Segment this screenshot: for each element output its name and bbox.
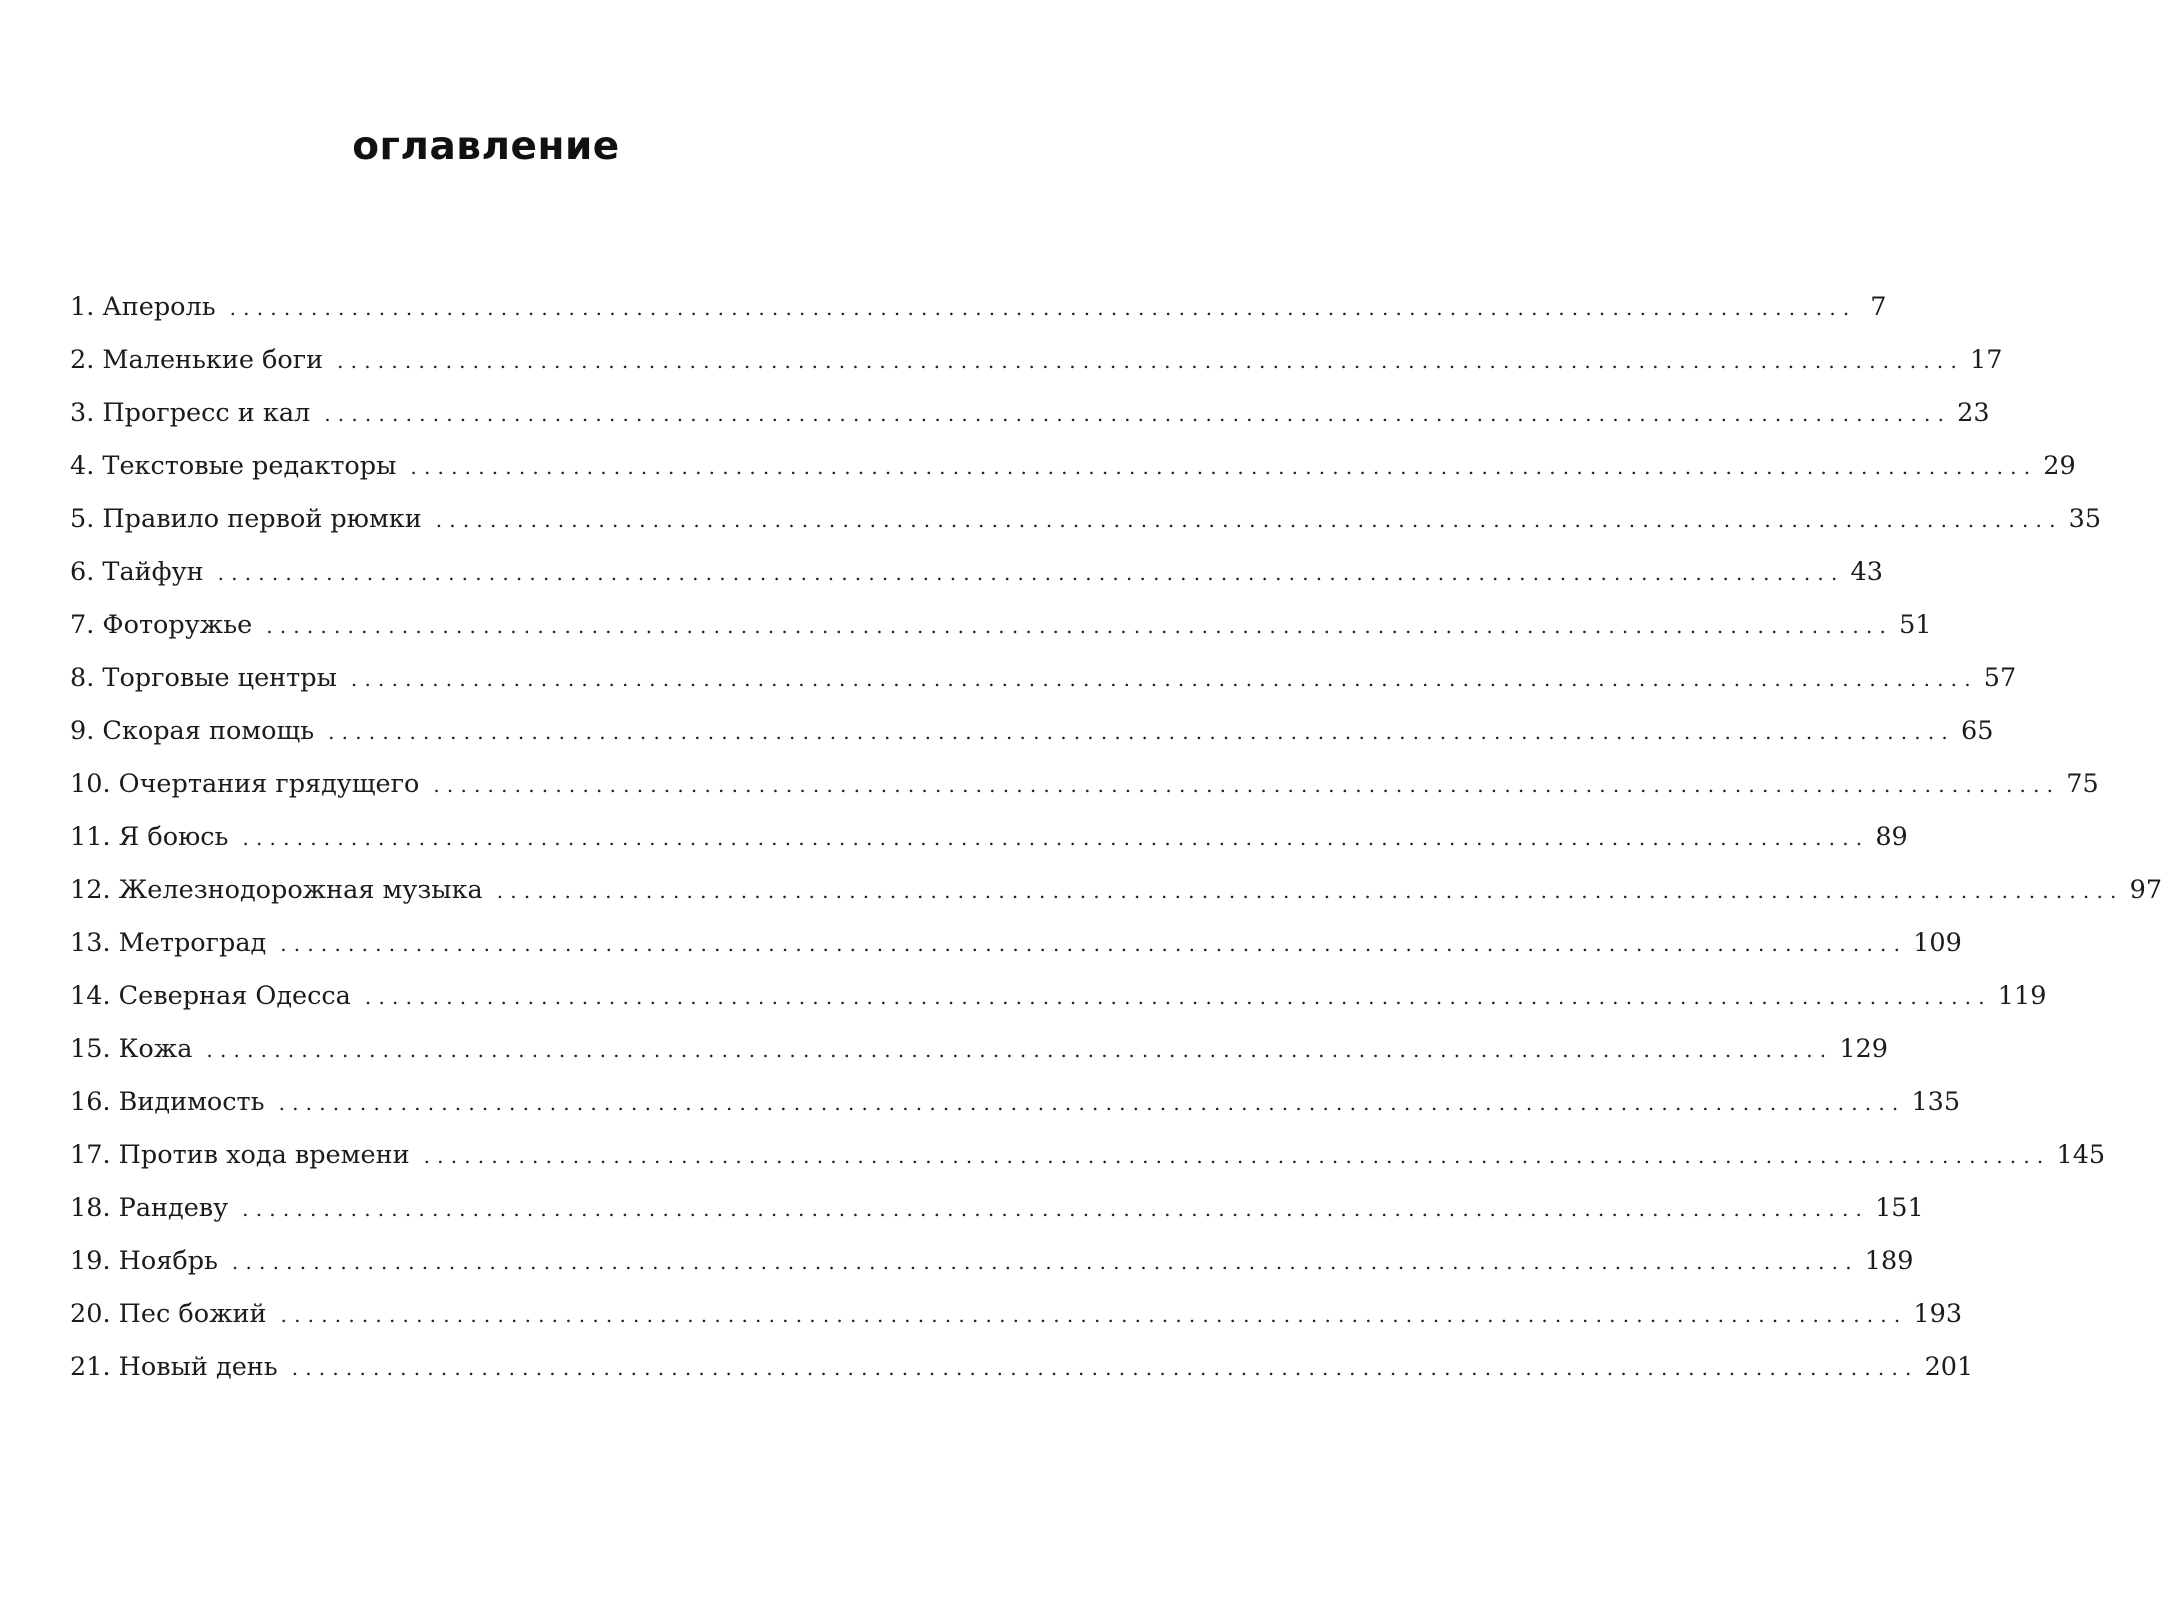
toc-entry-page-number: 51 [1899,610,1932,640]
toc-entry-page-number: 29 [2043,451,2076,481]
toc-entry-page-number: 43 [1850,557,1883,587]
toc-entry [70,875,2162,928]
toc-entry-page-number: 17 [1970,345,2003,375]
toc-dot-leader: ........................................................................................................................ [291,1356,1919,1380]
toc-entry-title: 6. Тайфун [70,557,204,587]
toc-entry-title: 10. Очертания грядущего [70,769,420,799]
toc-dot-leader: ........................................................................................................................ [217,561,1845,585]
toc-entry-page-number: 145 [2056,1140,2106,1170]
toc-entry [70,1352,1974,1405]
toc-entry-title: 16. Видимость [70,1087,265,1117]
toc-entry-page-number: 119 [1997,981,2047,1011]
toc-dot-leader: ........................................................................................................................ [433,773,2061,797]
toc-dot-leader: ........................................................................................................................ [328,720,1955,744]
toc-entry-page-number: 109 [1913,928,1962,958]
toc-entry-page-number: 75 [2066,769,2099,799]
toc-dot-leader: ........................................................................................................................ [337,349,1964,373]
toc-entry [70,1299,1963,1352]
toc-entry-page-number: 193 [1913,1299,1963,1329]
toc-entry [70,557,1883,610]
toc-entry-page-number: 151 [1875,1193,1924,1223]
toc-entry-title: 4. Текстовые редакторы [70,451,397,481]
toc-dot-leader: ........................................................................................................................ [350,667,1978,691]
toc-entry-title: 7. Фоторужье [70,610,253,640]
toc-entry [70,1140,2106,1193]
table-of-contents [70,292,2162,1405]
toc-dot-leader: ........................................................................................................................ [229,296,1857,320]
toc-entry-title: 14. Северная Одесса [70,981,351,1011]
toc-entry-title: 20. Пес божий [70,1299,267,1329]
toc-dot-leader: ........................................................................................................................ [423,1144,2051,1168]
toc-dot-leader: ........................................................................................................................ [206,1038,1834,1062]
toc-entry [70,822,1908,875]
toc-entry-page-number: 189 [1864,1246,1914,1276]
toc-entry-page-number: 129 [1839,1034,1888,1064]
toc-entry-title: 8. Торговые центры [70,663,337,693]
toc-entry-title: 12. Железнодорожная музыка [70,875,483,905]
toc-entry-page-number: 23 [1957,398,1990,428]
toc-entry [70,451,2076,504]
toc-entry [70,716,1994,769]
toc-entry-page-number: 97 [2129,875,2162,905]
toc-entry [70,1193,1924,1246]
toc-entry [70,292,1887,345]
toc-entry-title: 15. Кожа [70,1034,193,1064]
toc-entry [70,769,2099,822]
page-title: оглавление [352,124,620,170]
toc-entry-title: 1. Апероль [70,292,216,322]
toc-entry-title: 13. Метроград [70,928,267,958]
toc-entry-title: 3. Прогресс и кал [70,398,311,428]
toc-dot-leader: ........................................................................................................................ [410,455,2038,479]
toc-dot-leader: ........................................................................................................................ [496,879,2124,903]
toc-dot-leader: ........................................................................................................................ [280,932,1908,956]
toc-entry [70,610,1932,663]
toc-dot-leader: ........................................................................................................................ [324,402,1952,426]
toc-entry [70,345,2003,398]
toc-dot-leader: ........................................................................................................................ [278,1091,1906,1115]
toc-entry-page-number: 135 [1911,1087,1961,1117]
toc-entry [70,981,2047,1034]
toc-entry-title: 5. Правило первой рюмки [70,504,422,534]
toc-entry-title: 21. Новый день [70,1352,278,1382]
toc-entry-title: 9. Скорая помощь [70,716,315,746]
toc-entry-page-number: 57 [1983,663,2017,693]
toc-dot-leader: ........................................................................................................................ [242,826,1870,850]
toc-entry-title: 19. Ноябрь [70,1246,218,1276]
toc-entry-title: 11. Я боюсь [70,822,229,852]
toc-entry [70,1087,1961,1140]
toc-entry-title: 17. Против хода времени [70,1140,410,1170]
toc-entry-title: 18. Рандеву [70,1193,229,1223]
toc-entry [70,928,1962,981]
toc-dot-leader: ........................................................................................................................ [242,1197,1870,1221]
toc-dot-leader: ........................................................................................................................ [435,508,2063,532]
toc-entry-page-number: 7 [1870,292,1887,322]
toc-dot-leader: ........................................................................................................................ [266,614,1894,638]
toc-entry-title: 2. Маленькие боги [70,345,324,375]
toc-entry [70,1034,1888,1087]
toc-entry-page-number: 89 [1875,822,1908,852]
toc-entry [70,504,2102,557]
toc-dot-leader: ........................................................................................................................ [364,985,1992,1009]
toc-entry-page-number: 35 [2068,504,2102,534]
toc-entry-page-number: 201 [1924,1352,1974,1382]
toc-entry [70,663,2017,716]
toc-entry-page-number: 65 [1960,716,1994,746]
toc-dot-leader: ........................................................................................................................ [280,1303,1908,1327]
toc-entry [70,398,1990,451]
toc-dot-leader: ........................................................................................................................ [231,1250,1859,1274]
toc-entry [70,1246,1914,1299]
